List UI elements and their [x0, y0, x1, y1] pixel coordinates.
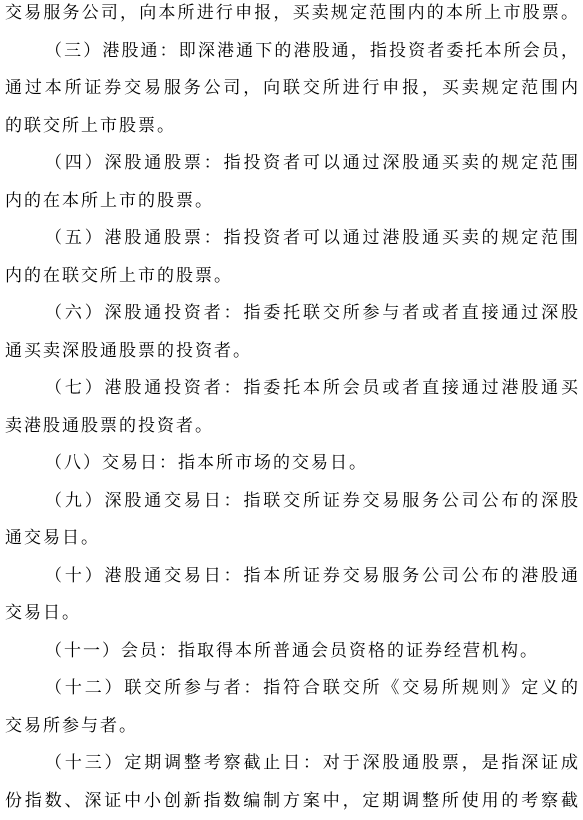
paragraph-line: 内的在联交所上市的股票。 [5, 258, 578, 296]
paragraph-item-8 [5, 445, 578, 483]
paragraph-line: 的联交所上市股票。 [5, 108, 578, 146]
paragraph-line: （八）交易日：指本所市场的交易日。 [5, 445, 578, 483]
paragraph-line: （五）港股通股票：指投资者可以通过港股通买卖的规定范围 [5, 220, 578, 258]
paragraph-item-3 [5, 33, 578, 146]
paragraph-line: 通买卖深股通股票的投资者。 [5, 333, 578, 371]
paragraph-continuation [5, 0, 578, 33]
paragraph-item-10 [5, 558, 578, 633]
paragraph-item-4 [5, 145, 578, 220]
document-page [5, 0, 578, 820]
paragraph-line: （十三）定期调整考察截止日：对于深股通股票，是指深证成 [5, 745, 578, 783]
paragraph-line: 通交易日。 [5, 520, 578, 558]
paragraph-line: （九）深股通交易日：指联交所证券交易服务公司公布的深股 [5, 483, 578, 521]
paragraph-line: （十一）会员：指取得本所普通会员资格的证券经营机构。 [5, 633, 578, 671]
paragraph-item-6 [5, 295, 578, 370]
paragraph-line: （十二）联交所参与者：指符合联交所《交易所规则》定义的 [5, 670, 578, 708]
paragraph-line: （十）港股通交易日：指本所证券交易服务公司公布的港股通 [5, 558, 578, 596]
paragraph-line: 交易所参与者。 [5, 708, 578, 746]
paragraph-line: 交易日。 [5, 595, 578, 633]
paragraph-line: 内的在本所上市的股票。 [5, 183, 578, 221]
paragraph-item-11 [5, 633, 578, 671]
paragraph-line: 卖港股通股票的投资者。 [5, 408, 578, 446]
paragraph-item-5 [5, 220, 578, 295]
paragraph-item-13 [5, 745, 578, 820]
paragraph-line: （四）深股通股票：指投资者可以通过深股通买卖的规定范围 [5, 145, 578, 183]
paragraph-line: 份指数、深证中小创新指数编制方案中，定期调整所使用的考察截 [5, 783, 578, 820]
paragraph-line: （七）港股通投资者：指委托本所会员或者直接通过港股通买 [5, 370, 578, 408]
paragraph-item-9 [5, 483, 578, 558]
paragraph-line: 交易服务公司，向本所进行申报，买卖规定范围内的本所上市股票。 [5, 0, 578, 33]
paragraph-line: 通过本所证券交易服务公司，向联交所进行申报，买卖规定范围内 [5, 70, 578, 108]
paragraph-item-12 [5, 670, 578, 745]
paragraph-item-7 [5, 370, 578, 445]
paragraph-line: （六）深股通投资者：指委托联交所参与者或者直接通过深股 [5, 295, 578, 333]
paragraph-line: （三）港股通：即深港通下的港股通，指投资者委托本所会员， [5, 33, 578, 71]
